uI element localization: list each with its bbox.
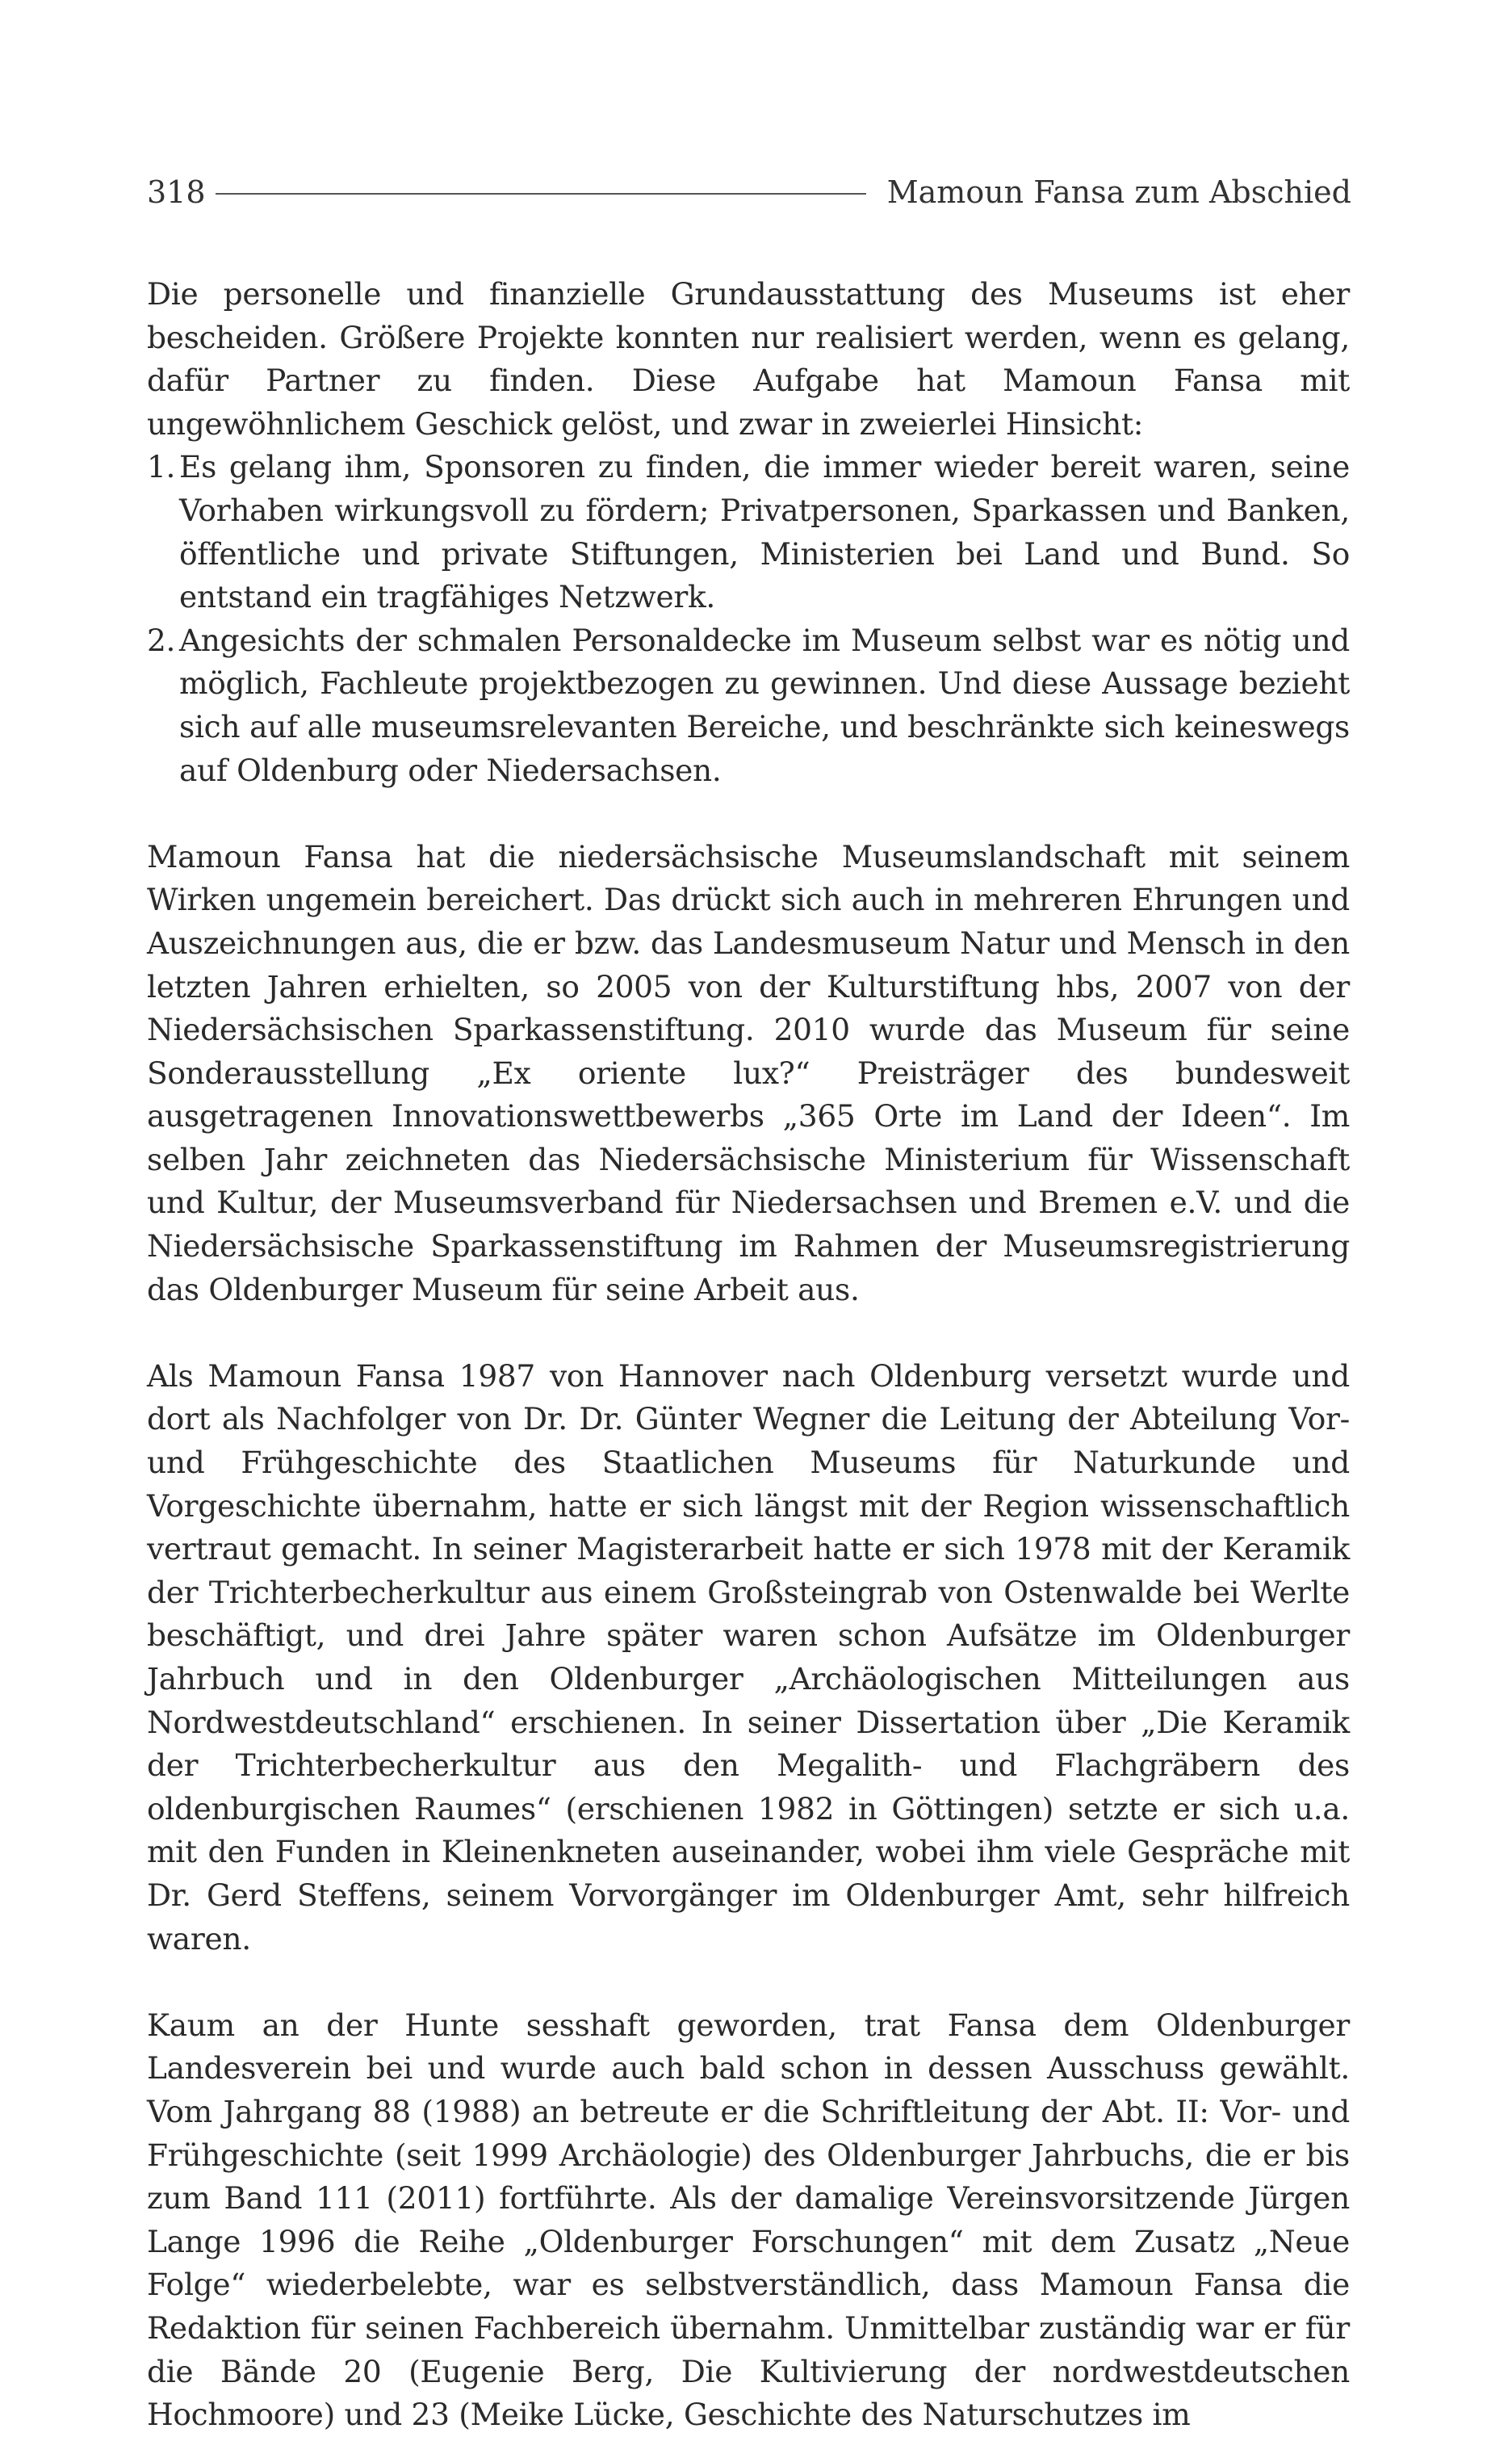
list-item-number: 1. [147, 449, 176, 485]
paragraph-career: Als Mamoun Fansa 1987 von Hannover nach Oldenburg versetzt wurde und dort als Nachfolger von Dr. Dr. Günter Wegner die Leitung der Abteilung Vor- und Frühgeschichte des Staatlichen Museums für Naturkunde und Vorgeschichte übernahm, hatte er sich längst mit der Region wissenschaftlich vertraut gemacht. In seiner Magisterarbeit hatte er sich 1978 mit der Keramik der Trichterbecherkultur aus einem Großsteingrab von Ostenwalde bei Werlte beschäftigt, und drei Jahre später waren schon Aufsätze im Oldenburger Jahrbuch und in den Oldenburger „Archäologischen Mitteilungen aus Nordwestdeutschland“ erschienen. In seiner Dissertation über „Die Keramik der Trichterbecherkultur aus den Megalith- und Flachgräbern des oldenburgischen Raumes“ (erschienen 1982 in Göttingen) setzte er sich u.a. mit den Funden in Kleinenkneten auseinander, wobei ihm viele Gespräche mit Dr. Gerd Steffens, seinem Vorvorgänger im Oldenburger Amt, sehr hilfreich waren. [147, 1357, 1350, 1957]
paragraph-landesverein: Kaum an der Hunte sesshaft geworden, trat Fansa dem Oldenburger Landesverein bei und wurde auch bald schon in dessen Ausschuss gewählt. Vom Jahrgang 88 (1988) an betreute er die Schriftleitung der Abt. II: Vor- und Frühgeschichte (seit 1999 Archäologie) des Oldenburger Jahrbuchs, die er bis zum Band 111 (2011) fortführte. Als der damalige Vereinsvorsitzende Jürgen Lange 1996 die Reihe „Oldenburger Forschungen“ mit dem Zusatz „Neue Folge“ wiederbelebte, war es selbstverständlich, dass Mamoun Fansa die Redaktion für seinen Fachbereich übernahm. Unmittelbar zuständig war er für die Bände 20 (Eugenie Berg, Die Kultivierung der nordwestdeutschen Hochmoore) und 23 (Meike Lücke, Geschichte des Naturschutzes im [147, 2007, 1350, 2433]
list-item [147, 619, 1350, 792]
paragraph-honors: Mamoun Fansa hat die niedersächsische Museumslandschaft mit seinem Wirken ungemein bereichert. Das drückt sich auch in mehreren Ehrungen und Auszeichnungen aus, die er bzw. das Landesmuseum Natur und Mensch in den letzten Jahren erhielten, so 2005 von der Kulturstiftung hbs, 2007 von der Niedersächsischen Sparkassenstiftung. 2010 wurde das Museum für seine Sonderausstellung „Ex oriente lux?“ Preisträger des bundesweit ausgetragenen Innovationswettbewerbs „365 Orte im Land der Ideen“. Im selben Jahr zeichneten das Niedersächsische Ministerium für Wissenschaft und Kultur, der Museumsverband für Niedersachsen und Bremen e.V. und die Niedersächsische Sparkassenstiftung im Rahmen der Museumsregistrierung das Oldenburger Museum für seine Arbeit aus. [147, 838, 1350, 1307]
intro-block [147, 273, 1350, 792]
list-item-number: 2. [147, 622, 176, 658]
running-title: Mamoun Fansa zum Abschied [886, 174, 1351, 210]
page-number: 318 [147, 174, 206, 210]
list-item [147, 446, 1350, 619]
numbered-list [147, 446, 1350, 792]
header-rule [216, 193, 866, 195]
list-item-text: Es gelang ihm, Sponsoren zu finden, die immer wieder bereit waren, seine Vorhaben wirkungsvoll zu fördern; Privatpersonen, Sparkassen und Banken, öffentliche und private Stiftungen, Ministerien bei Land und Bund. So entstand ein tragfähiges Netzwerk. [179, 449, 1350, 615]
body-text [147, 273, 1350, 2437]
running-header [147, 171, 1351, 213]
list-item-text: Angesichts der schmalen Personaldecke im Museum selbst war es nötig und möglich, Fachleute projektbezogen zu gewinnen. Und diese Aussage bezieht sich auf alle museumsrelevanten Bereiche, und beschränkte sich keineswegs auf Oldenburg oder Niedersachsen. [179, 622, 1350, 788]
intro-paragraph: Die personelle und finanzielle Grundausstattung des Museums ist eher bescheiden. Größere Projekte konnten nur realisiert werden, wenn es gelang, dafür Partner zu finden. Diese Aufgabe hat Mamoun Fansa mit ungewöhnlichem Geschick gelöst, und zwar in zweierlei Hinsicht: [147, 276, 1350, 442]
